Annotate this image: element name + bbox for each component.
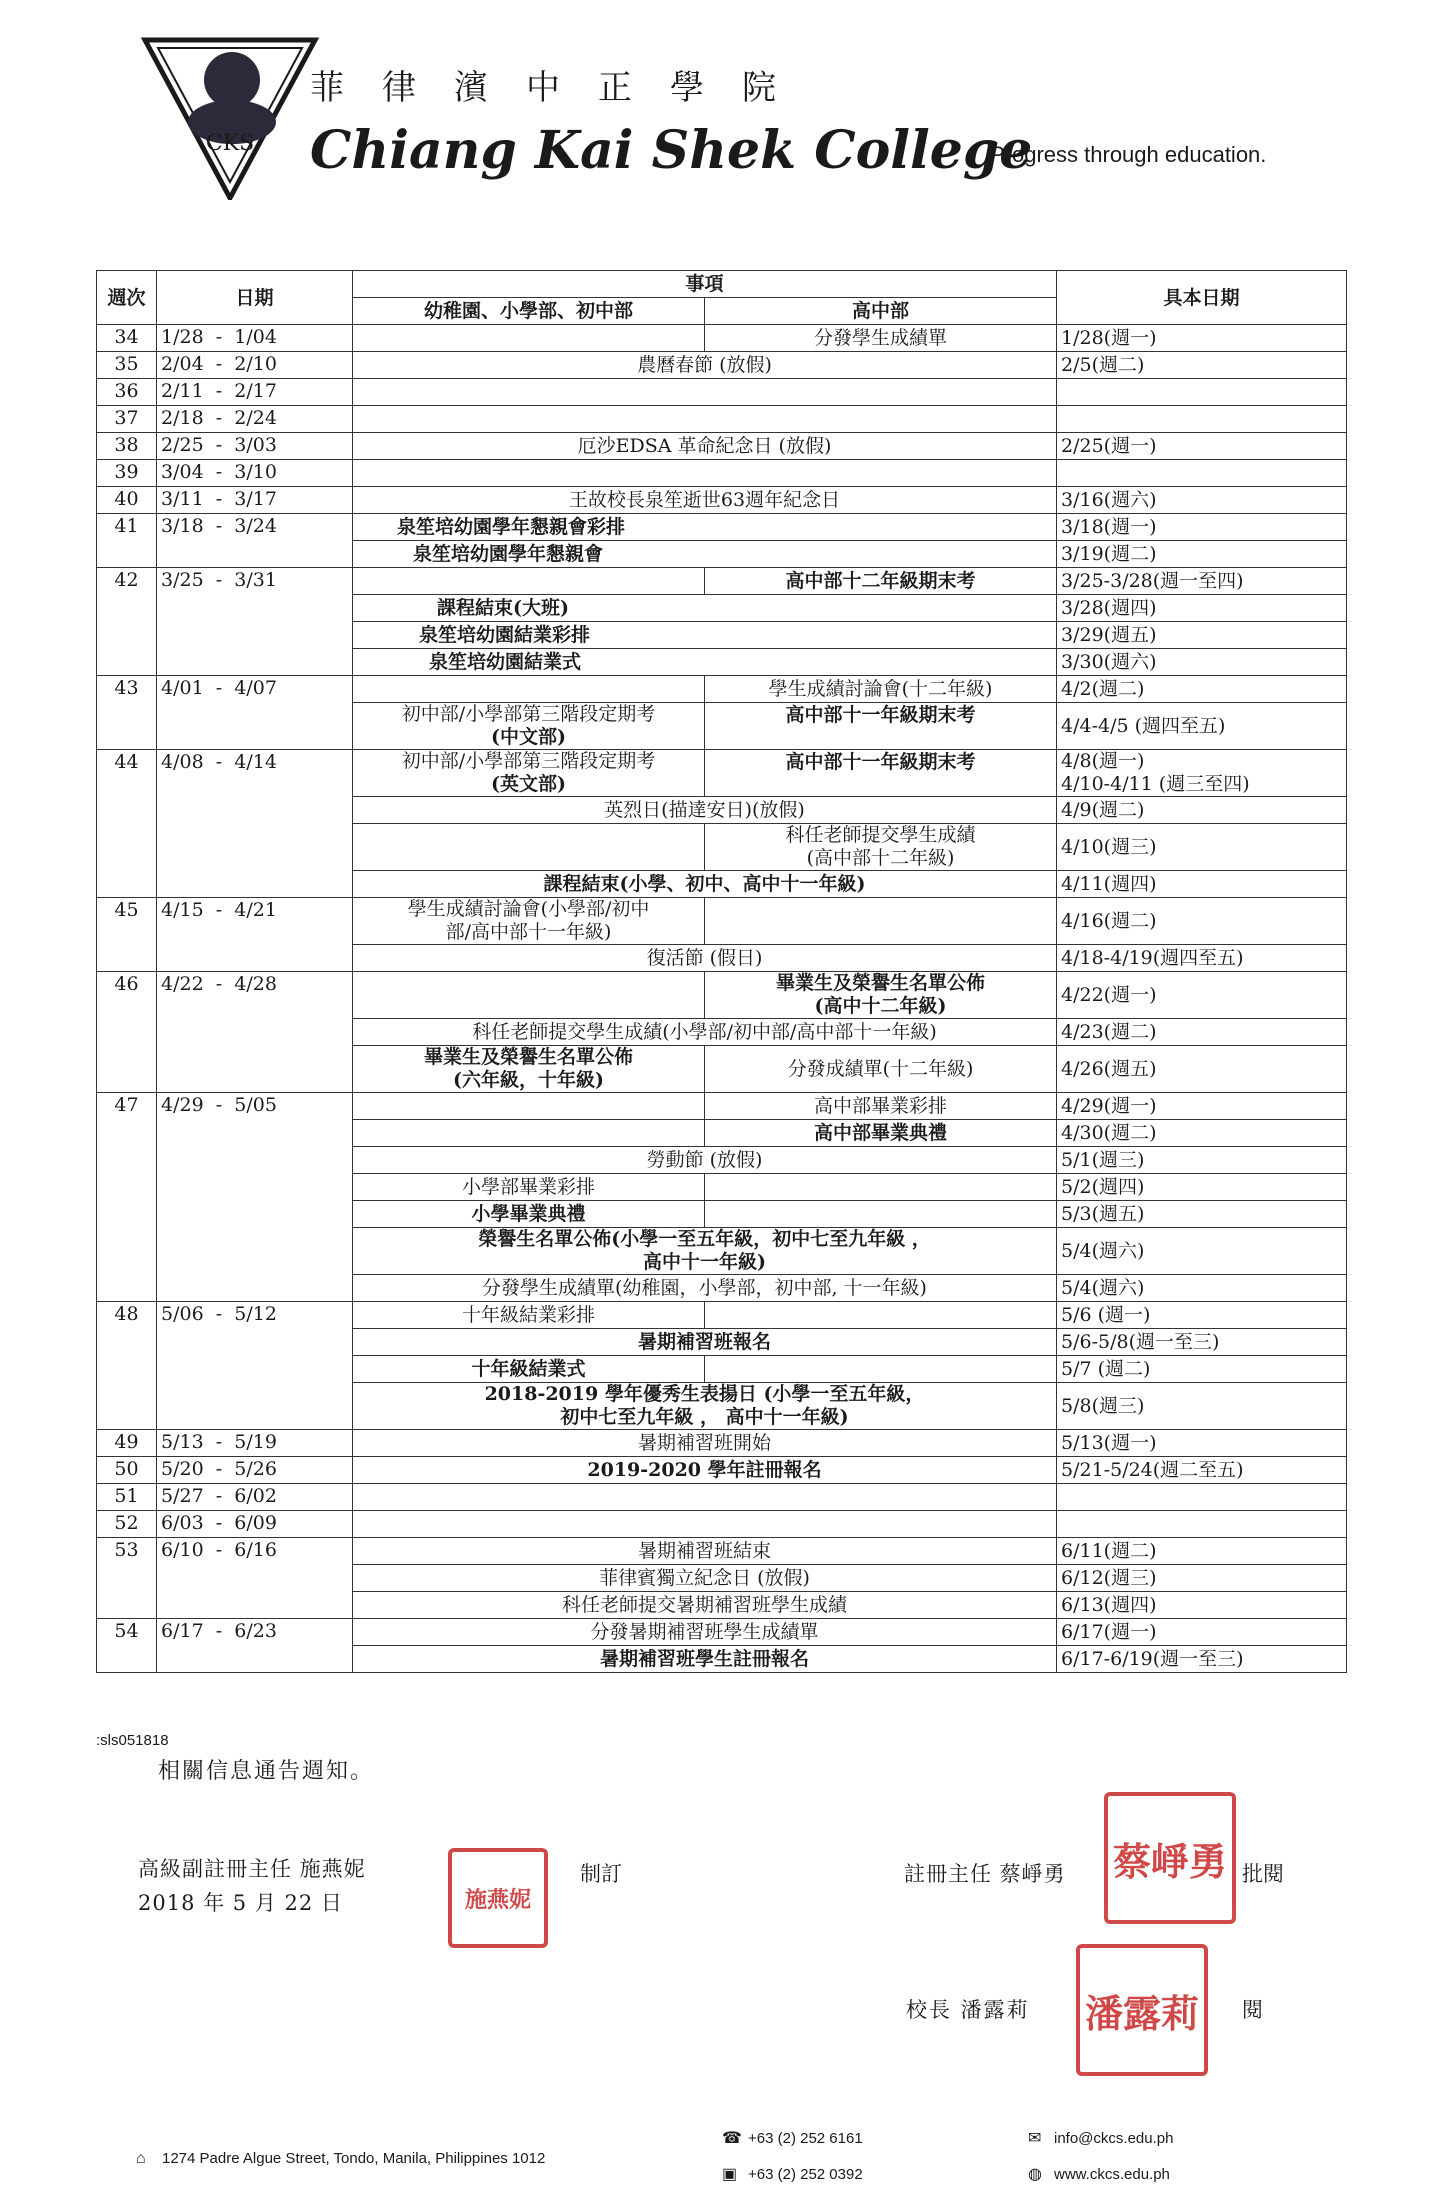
actual-date: 3/29(週五) [1057,622,1347,649]
week-number: 45 [97,898,157,972]
event-all [353,1383,1057,1430]
actual-date: 4/2(週二) [1057,676,1347,703]
header-week: 週次 [97,271,157,325]
week-dates: 4/08 - 4/14 [157,750,353,898]
event-high [705,1174,1057,1201]
week-number: 35 [97,352,157,379]
actual-date: 3/28(週四) [1057,595,1347,622]
header-date: 日期 [157,271,353,325]
actual-date: 4/26(週五) [1057,1046,1347,1093]
table-row [97,1511,1347,1538]
event-high: 高中部畢業彩排 [705,1093,1057,1120]
phone-text: +63 (2) 252 6161 [748,2130,863,2147]
week-number: 36 [97,379,157,406]
table-row [97,325,1347,352]
actual-date: 3/30(週六) [1057,649,1347,676]
registrar-title: 註冊主任 蔡崢勇 [904,1862,1066,1886]
actual-date: 2/25(週一) [1057,433,1347,460]
actual-date: 4/18-4/19(週四至五) [1057,945,1347,972]
actual-date: 5/21-5/24(週二至五) [1057,1457,1347,1484]
header-items: 事項 [353,271,1057,298]
table-row [97,406,1347,433]
event-all [353,460,1057,487]
actual-date: 5/1(週三) [1057,1147,1347,1174]
event-high: 高中部畢業典禮 [705,1120,1057,1147]
event-all: 王故校長泉笙逝世63週年紀念日 [353,487,1057,514]
actual-date: 5/4(週六) [1057,1228,1347,1275]
actual-date [1057,379,1347,406]
table-row [97,460,1347,487]
week-dates: 2/18 - 2/24 [157,406,353,433]
fax-text: +63 (2) 252 0392 [748,2166,863,2183]
event-all: 科任老師提交暑期補習班學生成績 [353,1592,1057,1619]
footer-email [1028,2128,1173,2148]
actual-date: 5/4(週六) [1057,1275,1347,1302]
footer-address [136,2150,545,2168]
actual-date: 6/13(週四) [1057,1592,1347,1619]
week-dates: 4/15 - 4/21 [157,898,353,972]
actual-date: 5/6-5/8(週一至三) [1057,1329,1347,1356]
event-all: 泉笙培幼園結業彩排 [353,622,1057,649]
event-all [353,1484,1057,1511]
read-label: 閱 [1242,1998,1263,2022]
table-row [97,379,1347,406]
actual-date: 2/5(週二) [1057,352,1347,379]
footer-phone [722,2128,863,2148]
actual-date: 4/22(週一) [1057,972,1347,1019]
web-text: www.ckcs.edu.ph [1054,2166,1170,2183]
week-dates: 3/25 - 3/31 [157,568,353,676]
event-all: 英烈日(描達安日)(放假) [353,797,1057,824]
week-number: 42 [97,568,157,676]
event-lower [353,703,705,750]
week-number: 49 [97,1430,157,1457]
week-dates: 6/03 - 6/09 [157,1511,353,1538]
actual-date: 4/29(週一) [1057,1093,1347,1120]
prepared-date: 2018 年 5 月 22 日 [138,1891,343,1915]
actual-date: 6/17-6/19(週一至三) [1057,1646,1347,1673]
notice-text: 相關信息通告週知。 [158,1759,375,1784]
event-lower: 十年級結業彩排 [353,1302,705,1329]
week-dates: 5/20 - 5/26 [157,1457,353,1484]
actual-date: 4/11(週四) [1057,871,1347,898]
week-dates: 5/13 - 5/19 [157,1430,353,1457]
event-lower-line: 初中部/小學部第三階段定期考 [401,703,656,725]
actual-date: 3/25-3/28(週一至四) [1057,568,1347,595]
week-dates: 2/25 - 3/03 [157,433,353,460]
week-dates: 2/11 - 2/17 [157,379,353,406]
table-row [97,487,1347,514]
mail-icon: ✉ [1028,2130,1042,2147]
event-lower-line: 學生成績討論會(小學部/初中 [407,898,650,920]
week-dates: 4/01 - 4/07 [157,676,353,750]
event-lower: 十年級結業式 [353,1356,705,1383]
table-header-row [97,271,1347,298]
actual-date: 5/2(週四) [1057,1174,1347,1201]
event-high [705,1201,1057,1228]
actual-date: 3/19(週二) [1057,541,1347,568]
event-high-line: (高中十二年級) [814,995,947,1017]
made-label: 制訂 [580,1862,622,1886]
week-dates: 6/17 - 6/23 [157,1619,353,1673]
event-lower-line: 初中部/小學部第三階段定期考 [401,750,656,772]
week-number: 46 [97,972,157,1093]
registrar-seal: 蔡崢勇 [1104,1792,1236,1924]
actual-date: 5/3(週五) [1057,1201,1347,1228]
week-dates: 2/04 - 2/10 [157,352,353,379]
principal-seal: 潘露莉 [1076,1944,1208,2076]
event-high [705,1356,1057,1383]
event-all: 分發學生成績單(幼稚園，小學部，初中部, 十一年級) [353,1275,1057,1302]
week-dates: 5/06 - 5/12 [157,1302,353,1430]
actual-date: 3/16(週六) [1057,487,1347,514]
table-row [97,898,1347,945]
fax-icon: ▣ [722,2166,738,2183]
event-high [705,824,1057,871]
week-number: 40 [97,487,157,514]
table-row [97,1302,1347,1329]
week-dates: 3/11 - 3/17 [157,487,353,514]
event-high: 高中部十一年級期末考 [705,703,1057,750]
principal-title: 校長 潘露莉 [906,1998,1030,2022]
event-high: 分發學生成績單 [705,325,1057,352]
event-all-line: 2018-2019 學年優秀生表揚日 (小學一至五年級， [484,1383,925,1405]
event-high [705,1302,1057,1329]
week-number: 53 [97,1538,157,1619]
week-dates: 4/29 - 5/05 [157,1093,353,1302]
event-lower-line: (中文部) [491,726,566,748]
actual-date: 6/12(週三) [1057,1565,1347,1592]
actual-date [1057,750,1347,797]
table-row [97,1430,1347,1457]
event-all: 農曆春節 (放假) [353,352,1057,379]
phone-icon: ☎ [722,2130,742,2147]
event-all: 勞動節 (放假) [353,1147,1057,1174]
week-dates: 1/28 - 1/04 [157,325,353,352]
table-row [97,568,1347,595]
event-all: 暑期補習班報名 [353,1329,1057,1356]
actual-date: 5/8(週三) [1057,1383,1347,1430]
week-number: 39 [97,460,157,487]
home-icon: ⌂ [136,2150,146,2167]
event-all: 泉笙培幼園學年懇親會彩排 [353,514,1057,541]
actual-date: 4/9(週二) [1057,797,1347,824]
week-dates: 6/10 - 6/16 [157,1538,353,1619]
actual-date: 4/16(週二) [1057,898,1347,945]
event-lower-line: 部/高中部十一年級) [445,921,612,943]
event-lower [353,898,705,945]
globe-icon: ◍ [1028,2166,1042,2183]
actual-date: 4/4-4/5 (週四至五) [1057,703,1347,750]
event-all [353,379,1057,406]
table-row [97,1538,1347,1565]
table-row [97,1093,1347,1120]
table-row [97,750,1347,797]
header-actual-date: 具本日期 [1057,271,1347,325]
week-number: 50 [97,1457,157,1484]
header-high-school: 高中部 [705,298,1057,325]
event-all: 菲律賓獨立紀念日 (放假) [353,1565,1057,1592]
event-lower: 小學部畢業彩排 [353,1174,705,1201]
table-row [97,1619,1347,1646]
week-dates: 5/27 - 6/02 [157,1484,353,1511]
week-number: 43 [97,676,157,750]
event-high-line: (高中部十二年級) [806,847,955,869]
actual-date [1057,1511,1347,1538]
actual-date [1057,460,1347,487]
event-lower-line: (英文部) [491,773,566,795]
event-all: 科任老師提交學生成績(小學部/初中部/高中部十一年級) [353,1019,1057,1046]
letterhead [140,20,1340,220]
table-row [97,1457,1347,1484]
week-dates: 3/18 - 3/24 [157,514,353,568]
email-text: info@ckcs.edu.ph [1054,2130,1174,2147]
event-all: 課程結束(小學、初中、高中十一年級) [353,871,1057,898]
event-all-line: 高中十一年級) [643,1251,766,1273]
table-row [97,514,1347,541]
approve-label: 批閱 [1242,1862,1284,1886]
actual-date: 1/28(週一) [1057,325,1347,352]
actual-date: 6/17(週一) [1057,1619,1347,1646]
actual-date [1057,1484,1347,1511]
event-all-line: 榮譽生名單公佈(小學一至五年級，初中七至九年級 ， [478,1228,931,1250]
actual-date: 5/13(週一) [1057,1430,1347,1457]
event-all: 暑期補習班開始 [353,1430,1057,1457]
event-lower-line: (六年級，十年級) [453,1069,604,1091]
svg-text:CKS: CKS [205,131,255,156]
week-number: 37 [97,406,157,433]
actual-date [1057,406,1347,433]
header-lower-school: 幼稚園、小學部、初中部 [353,298,705,325]
footer-web [1028,2164,1170,2184]
event-lower [353,824,705,871]
event-high: 高中部十二年級期末考 [705,568,1057,595]
week-number: 34 [97,325,157,352]
footer-fax [722,2164,863,2184]
event-all: 厄沙EDSA 革命紀念日 (放假) [353,433,1057,460]
address-text: 1274 Padre Algue Street, Tondo, Manila, Philippines 1012 [162,2150,546,2167]
week-number: 41 [97,514,157,568]
event-high-line: 畢業生及榮譽生名單公佈 [776,972,986,994]
event-all: 泉笙培幼園學年懇親會 [353,541,1057,568]
week-number: 44 [97,750,157,898]
actual-date: 5/6 (週一) [1057,1302,1347,1329]
event-all: 分發暑期補習班學生成績單 [353,1619,1057,1646]
school-logo [140,20,320,200]
actual-date-line: 4/8(週一) [1061,750,1145,772]
event-lower [353,325,705,352]
preparer-title: 高級副註冊主任 施燕妮 [138,1857,366,1881]
event-all: 暑期補習班學生註冊報名 [353,1646,1057,1673]
event-lower [353,972,705,1019]
school-name-english: Chiang Kai Shek College [310,120,1033,181]
actual-date-line: 4/10-4/11 (週三至四) [1061,773,1250,795]
table-row [97,676,1347,703]
table-row [97,972,1347,1019]
week-number: 54 [97,1619,157,1673]
week-dates: 3/04 - 3/10 [157,460,353,487]
week-number: 52 [97,1511,157,1538]
event-all [353,1511,1057,1538]
event-lower [353,1120,705,1147]
event-high [705,898,1057,945]
table-row [97,433,1347,460]
actual-date: 4/30(週二) [1057,1120,1347,1147]
event-high: 高中部十一年級期末考 [705,750,1057,797]
event-all: 暑期補習班結束 [353,1538,1057,1565]
table-row [97,352,1347,379]
event-all-line: 初中七至九年級 ， 高中十一年級) [560,1406,849,1428]
school-calendar-table [96,270,1347,1673]
event-lower [353,676,705,703]
event-all: 課程結束(大班) [353,595,1057,622]
event-all: 復活節 (假日) [353,945,1057,972]
actual-date: 6/11(週二) [1057,1538,1347,1565]
school-motto: Progress through education. [990,142,1267,167]
school-name-chinese: 菲律濱中正學院 [310,68,814,108]
event-lower [353,1046,705,1093]
actual-date: 4/10(週三) [1057,824,1347,871]
week-dates: 4/22 - 4/28 [157,972,353,1093]
event-all [353,1228,1057,1275]
week-number: 51 [97,1484,157,1511]
actual-date: 4/23(週二) [1057,1019,1347,1046]
event-lower: 小學畢業典禮 [353,1201,705,1228]
preparer-block [138,1852,366,1920]
week-number: 48 [97,1302,157,1430]
event-lower [353,568,705,595]
preparer-seal: 施燕妮 [448,1848,548,1948]
event-lower [353,750,705,797]
actual-date: 5/7 (週二) [1057,1356,1347,1383]
week-number: 38 [97,433,157,460]
document-code: :sls051818 [96,1732,169,1749]
actual-date: 3/18(週一) [1057,514,1347,541]
table-row [97,1484,1347,1511]
event-all: 泉笙培幼園結業式 [353,649,1057,676]
week-number: 47 [97,1093,157,1302]
event-all: 2019-2020 學年註冊報名 [353,1457,1057,1484]
event-high: 分發成績單(十二年級) [705,1046,1057,1093]
event-lower-line: 畢業生及榮譽生名單公佈 [423,1046,633,1068]
event-high [705,972,1057,1019]
event-high: 學生成績討論會(十二年級) [705,676,1057,703]
event-lower [353,1093,705,1120]
event-high-line: 科任老師提交學生成績 [785,824,976,846]
event-all [353,406,1057,433]
